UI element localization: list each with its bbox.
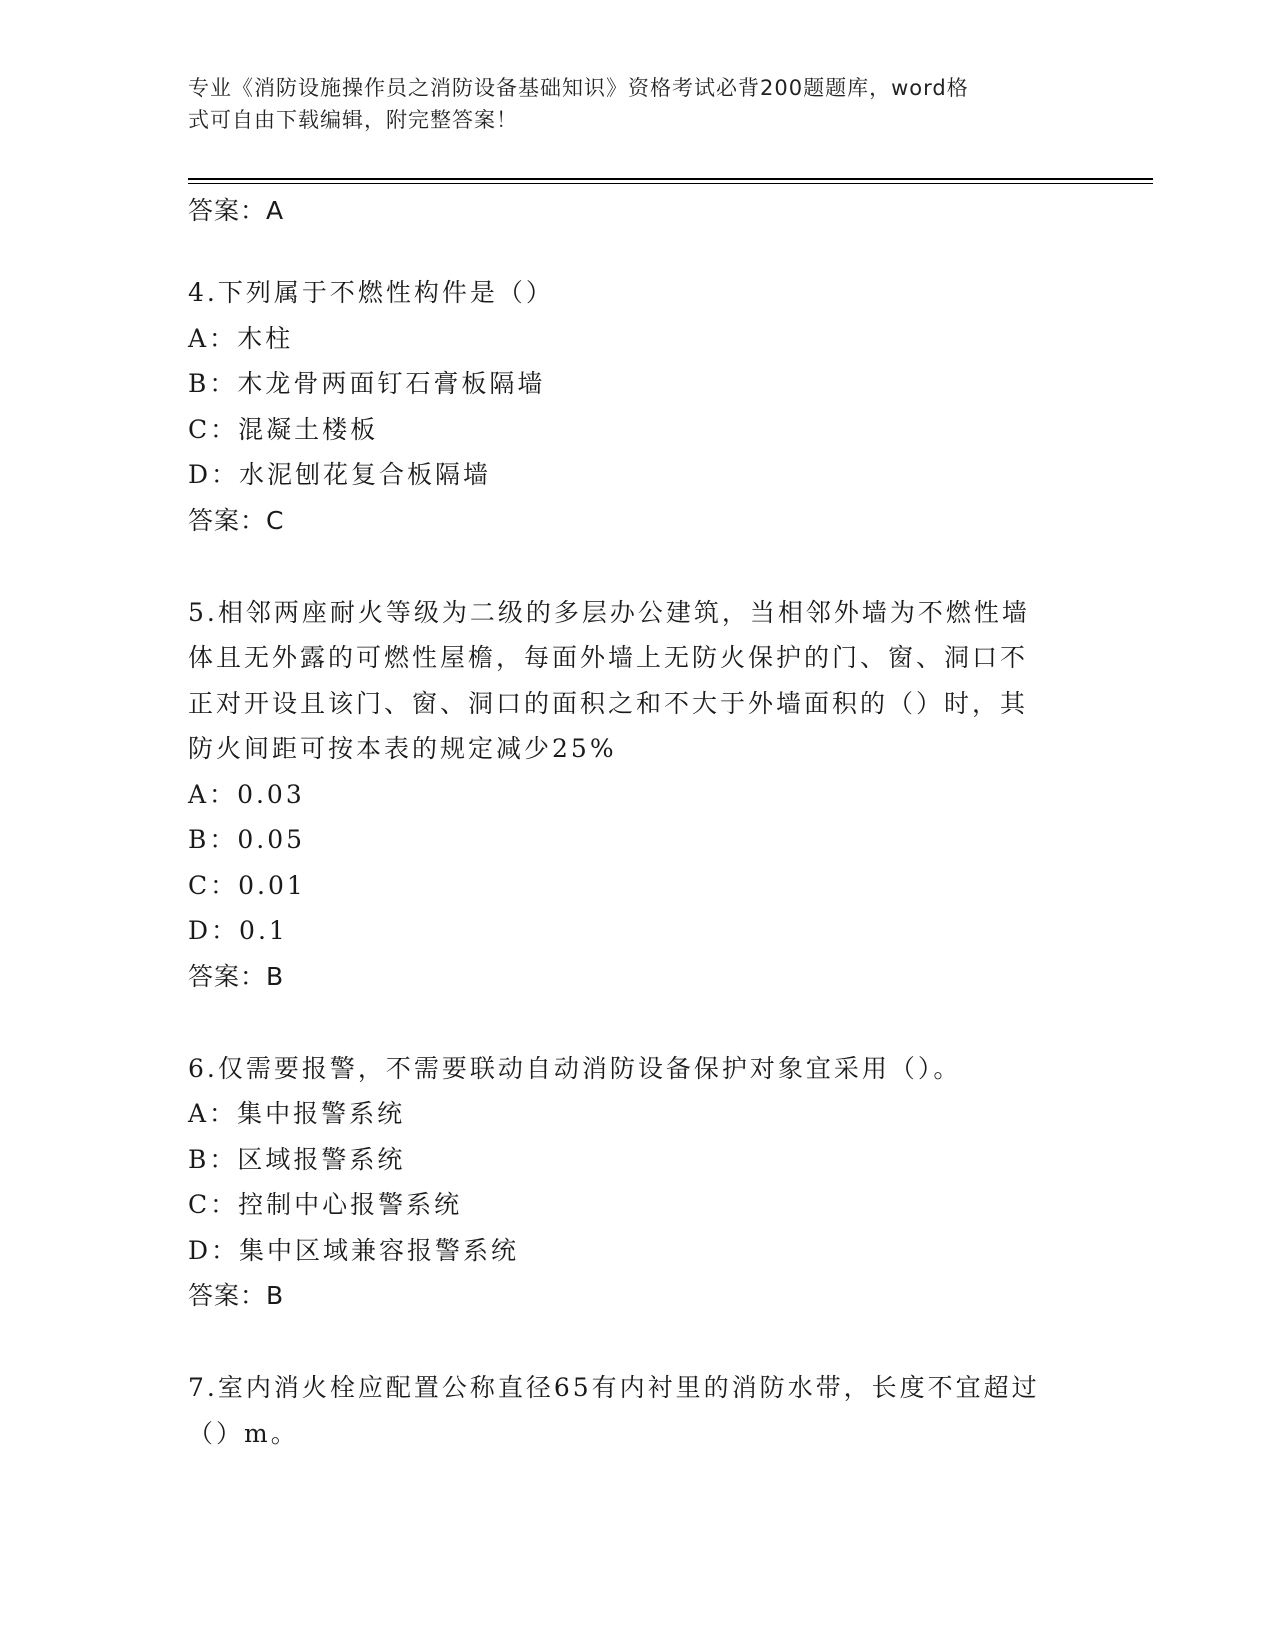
question-list <box>188 188 1088 1502</box>
answer-label: 答案：C <box>188 505 285 535</box>
question-line: 4.下列属于不燃性构件是（） <box>188 278 554 307</box>
header-line-1: 专业《消防设施操作员之消防设备基础知识》资格考试必背200题题库，word格 <box>188 76 969 100</box>
option-text: 木龙骨两面钉石膏板隔墙 <box>237 369 546 398</box>
option-c <box>188 1182 1088 1228</box>
option-text: 木柱 <box>237 323 294 353</box>
question-line: 体且无外露的可燃性屋檐，每面外墙上无防火保护的门、窗、洞口不 <box>188 643 1029 672</box>
option-text: 集中区域兼容报警系统 <box>239 1235 520 1265</box>
question-block <box>188 590 1088 1000</box>
option-key: A： <box>188 1099 238 1128</box>
header-divider-thick <box>188 178 1153 180</box>
option-key: C： <box>188 1190 239 1219</box>
option-key: B： <box>188 1144 238 1174</box>
option-key: A： <box>188 779 238 809</box>
option-key: D： <box>188 1235 240 1265</box>
option-a <box>188 1091 1088 1137</box>
question-text <box>188 590 1088 772</box>
option-a <box>188 316 1088 362</box>
option-text: 0.1 <box>239 916 288 945</box>
option-key: C： <box>188 414 239 444</box>
option-b <box>188 817 1088 863</box>
answer-label: 答案：A <box>188 196 285 225</box>
question-text <box>188 1365 1088 1456</box>
option-key: C： <box>188 870 239 900</box>
option-d <box>188 1228 1088 1274</box>
question-block <box>188 270 1088 544</box>
option-text: 集中报警系统 <box>237 1099 406 1128</box>
option-b <box>188 1137 1088 1183</box>
header-divider-thin <box>188 183 1153 184</box>
option-key: B： <box>188 825 238 854</box>
question-line: 防火间距可按本表的规定减少25% <box>188 734 617 763</box>
question-line: 6.仅需要报警，不需要联动自动消防设备保护对象宜采用（）。 <box>188 1053 962 1083</box>
option-text: 0.03 <box>237 779 305 809</box>
option-a <box>188 772 1088 818</box>
option-key: A： <box>188 323 238 353</box>
question-line: 7.室内消火栓应配置公称直径65有内衬里的消防水带，长度不宜超过 <box>188 1373 1040 1402</box>
option-d <box>188 908 1088 954</box>
option-text: 0.05 <box>237 825 306 854</box>
answer-label: 答案：B <box>188 1281 285 1310</box>
option-text: 控制中心报警系统 <box>238 1190 463 1219</box>
option-key: D： <box>188 916 240 945</box>
option-c <box>188 863 1088 909</box>
question-block <box>188 1046 1088 1320</box>
question-block <box>188 1365 1088 1456</box>
question-text <box>188 270 1088 316</box>
option-c <box>188 407 1088 453</box>
document-header <box>188 72 1068 136</box>
answer-label: 答案：B <box>188 961 285 991</box>
question-line: 5.相邻两座耐火等级为二级的多层办公建筑，当相邻外墙为不燃性墙 <box>188 597 1030 627</box>
question-line: 正对开设且该门、窗、洞口的面积之和不大于外墙面积的（）时，其 <box>188 688 1029 718</box>
option-key: B： <box>188 369 238 398</box>
option-text: 水泥刨花复合板隔墙 <box>239 460 492 489</box>
option-text: 区域报警系统 <box>237 1144 406 1174</box>
option-key: D： <box>188 460 240 489</box>
option-text: 0.01 <box>238 870 306 900</box>
question-text <box>188 1046 1088 1092</box>
header-line-2: 式可自由下载编辑，附完整答案！ <box>188 108 518 132</box>
question-line: （）m。 <box>188 1418 299 1448</box>
option-b <box>188 361 1088 407</box>
option-text: 混凝土楼板 <box>238 414 379 444</box>
option-d <box>188 452 1088 498</box>
